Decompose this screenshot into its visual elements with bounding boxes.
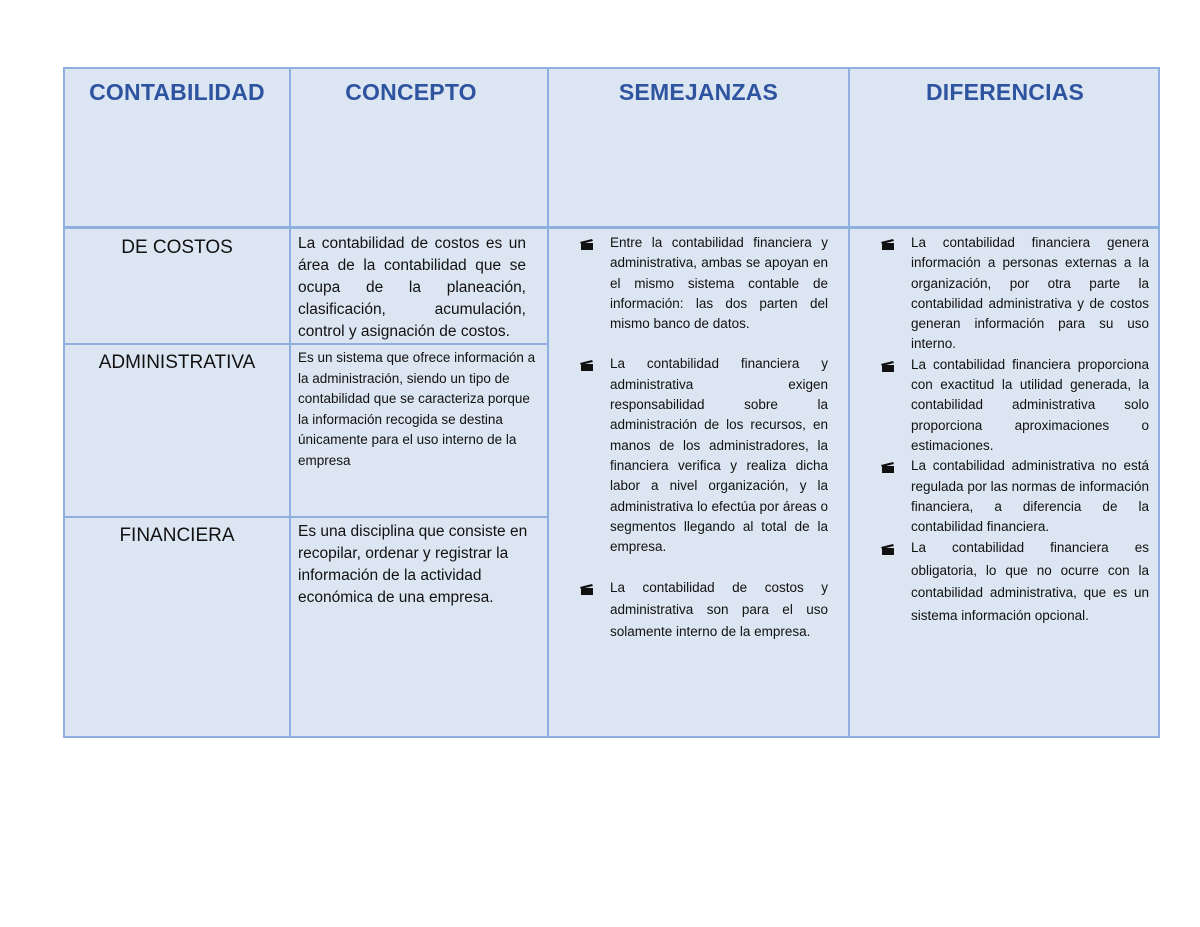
column-divider [848,69,850,736]
diferencia-text: La contabilidad financiera genera información a personas externas a la organización, por otra parte la contabilidad administrativa y de costos generan información para su uso interno. [911,235,1149,352]
list-item [879,355,1149,456]
diferencia-text: La contabilidad financiera proporciona con exactitud la utilidad generada, la contabilidad administrativa solo proporciona aproximaciones o estimaciones. [911,356,1149,453]
semejanzas-list [578,233,828,643]
list-item [879,537,1149,627]
header-diferencias: DIFERENCIAS [925,79,1085,105]
clapperboard-icon [881,540,895,551]
clapperboard-icon [881,459,895,470]
semejanza-text: La contabilidad financiera y administrativa exigen responsabilidad sobre la administración de los recursos, en manos de los administradores, la financiera verifica y realiza dicha labor a nivel organización, y la administrativa lo efectúa por áreas o segmentos llegando al total de la empresa. [610,356,828,555]
concept-financiera: Es una disciplina que consiste en recopilar, ordenar y registrar la información de la actividad económica de una empresa. [298,523,528,606]
header-semejanzas: SEMEJANZAS [618,79,779,105]
clapperboard-icon [580,580,594,591]
row-label-costos: DE COSTOS [121,237,233,258]
list-item [578,577,828,643]
diferencia-text: La contabilidad administrativa no está regulada por las normas de información financiera, a diferencia de la contabilidad financiera. [911,458,1149,535]
row-label-administrativa: ADMINISTRATIVA [98,352,256,373]
list-item [879,456,1149,537]
header-divider [65,226,1158,229]
clapperboard-icon [580,236,594,247]
semejanza-text: Entre la contabilidad financiera y administrativa, ambas se apoyan en el mismo sistema contable de información: las dos parten del mismo banco de datos. [610,235,828,332]
semejanza-text: La contabilidad de costos y administrativa son para el uso solamente interno de la empresa. [610,580,828,640]
column-divider [547,69,549,736]
header-contabilidad: CONTABILIDAD [89,79,265,105]
list-item [879,233,1149,355]
row-label-financiera: FINANCIERA [119,525,235,546]
row-divider [65,516,549,518]
diferencias-list [879,233,1149,627]
row-divider [65,343,549,345]
diferencia-text: La contabilidad financiera es obligatoria, lo que no ocurre con la contabilidad administrativa, que es un sistema información opcional. [911,540,1149,623]
concept-costos: La contabilidad de costos es un área de la contabilidad que se ocupa de la planeación, clasificación, acumulación, control y asignación de costos. [298,235,526,340]
clapperboard-icon [881,236,895,247]
clapperboard-icon [580,357,594,368]
list-item [578,354,828,557]
concept-administrativa: Es un sistema que ofrece información a la administración, siendo un tipo de contabilidad que se caracteriza porque la información recogida se destina únicamente para el uso interno de la empresa [298,350,536,468]
header-concepto: CONCEPTO [345,79,477,105]
clapperboard-icon [881,358,895,369]
comparison-table [63,67,1160,738]
column-divider [289,69,291,736]
list-item [578,233,828,334]
